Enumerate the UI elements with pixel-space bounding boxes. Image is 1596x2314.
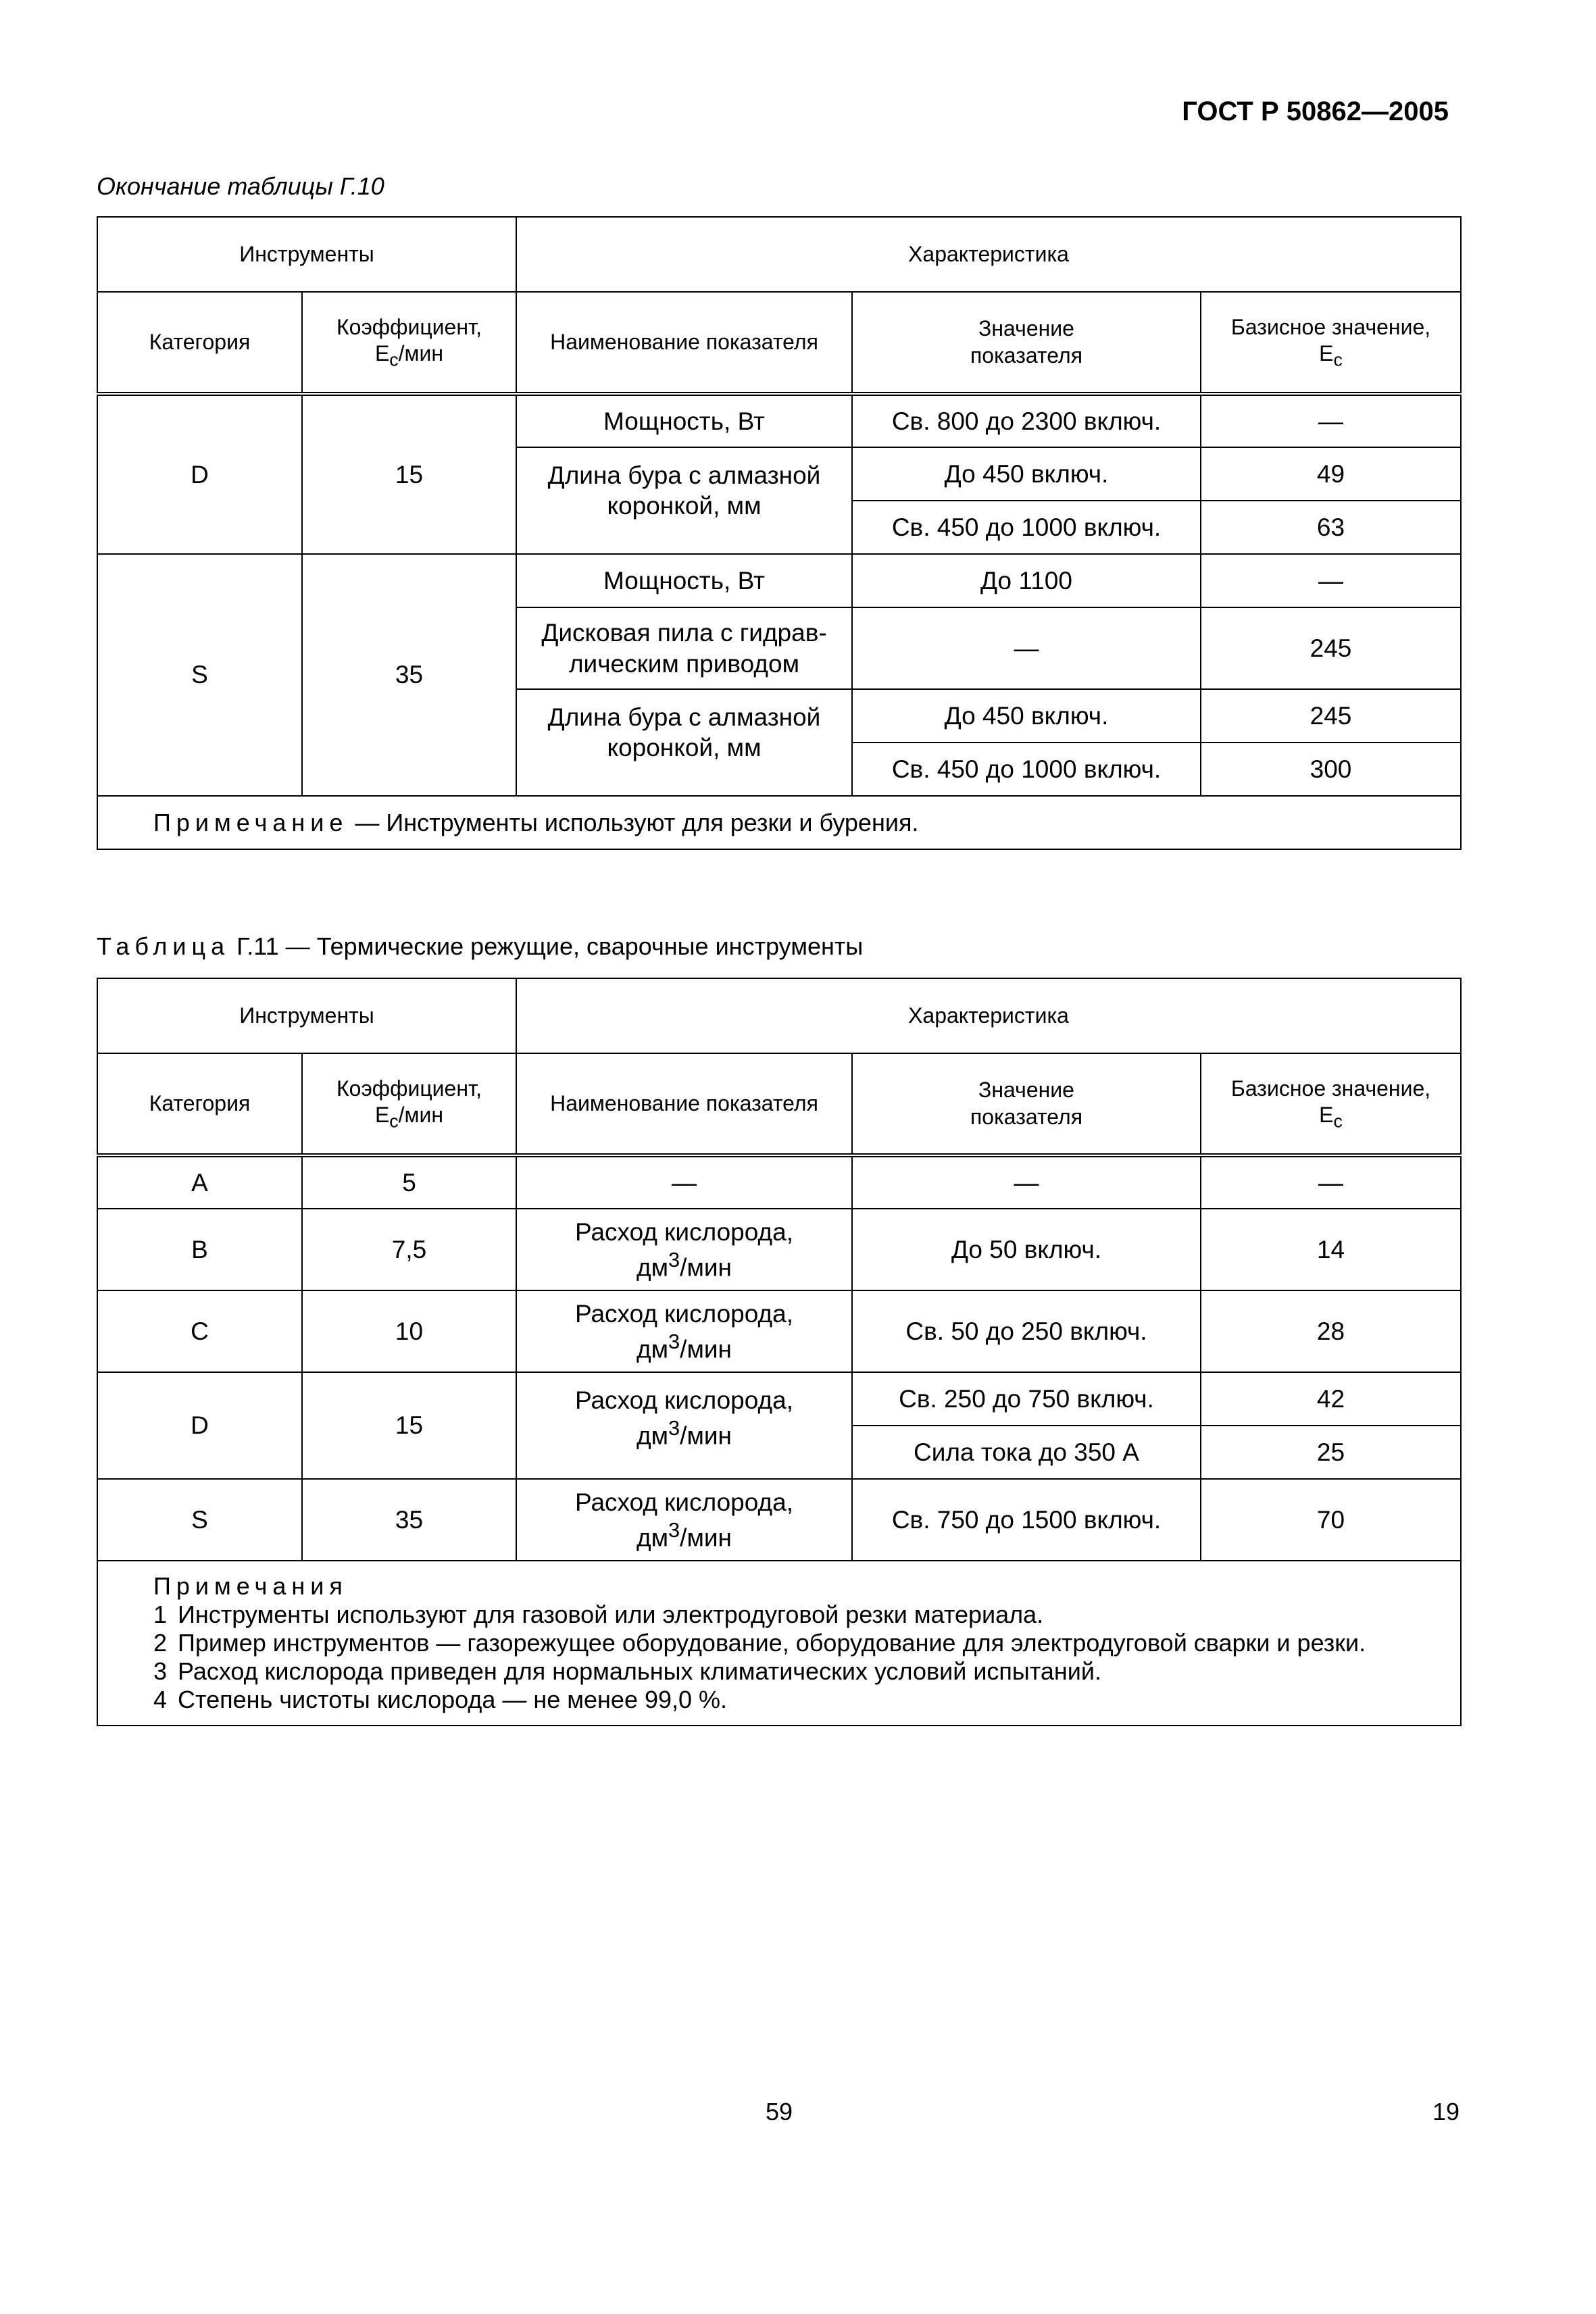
notes-list bbox=[153, 1601, 1453, 1714]
coefficient-cell: 35 bbox=[302, 554, 516, 796]
indicator-name-cell: Расход кислорода, $дм^3$/мин bbox=[516, 1290, 852, 1372]
header-instruments: Инструменты bbox=[97, 217, 516, 292]
table-row bbox=[97, 394, 1461, 447]
base-value-cell: 245 bbox=[1201, 607, 1461, 689]
indicator-value-cell: — bbox=[852, 1155, 1201, 1209]
sheet-number: 19 bbox=[1432, 2098, 1460, 2126]
category-cell: S bbox=[97, 554, 302, 796]
header-base-value: Базисное значение, $E_c$ bbox=[1201, 1053, 1461, 1155]
header-characteristic: Характеристика bbox=[516, 217, 1461, 292]
header-indicator-value: Значение показателя bbox=[852, 292, 1201, 394]
indicator-name-cell: Мощность, Вт bbox=[516, 554, 852, 607]
notes-label: Примечания bbox=[153, 1571, 348, 1600]
header-indicator-name: Наименование показателя bbox=[516, 292, 852, 394]
indicator-name-cell: Расход кислорода, $дм^3$/мин bbox=[516, 1479, 852, 1561]
base-value-cell: — bbox=[1201, 554, 1461, 607]
coefficient-cell: 15 bbox=[302, 394, 516, 554]
note-item: 3 Расход кислорода приведен для нормальных климатических условий испытаний. bbox=[153, 1657, 1101, 1686]
header-coefficient: Коэффициент, $E_c$/мин bbox=[302, 1053, 516, 1155]
header-coefficient: Коэффициент, $E_c$/мин bbox=[302, 292, 516, 394]
coefficient-cell: 5 bbox=[302, 1155, 516, 1209]
indicator-value-cell: До 50 включ. bbox=[852, 1209, 1201, 1290]
base-value-cell: 14 bbox=[1201, 1209, 1461, 1290]
note-item: 2 Пример инструментов — газорежущее оборудование, оборудование для электродуговой сварки и резки. bbox=[153, 1628, 1366, 1657]
table-notes bbox=[97, 1561, 1461, 1726]
category-cell: D bbox=[97, 394, 302, 554]
indicator-name-cell: — bbox=[516, 1155, 852, 1209]
base-value-cell: — bbox=[1201, 1155, 1461, 1209]
indicator-name-cell: Дисковая пила с гидрав- лическим приводом bbox=[516, 607, 852, 689]
coefficient-cell: 10 bbox=[302, 1290, 516, 1372]
base-value-cell: 245 bbox=[1201, 689, 1461, 743]
indicator-name-cell: Длина бура с алмазной коронкой, мм bbox=[516, 689, 852, 796]
coefficient-cell: 7,5 bbox=[302, 1209, 516, 1290]
coefficient-cell: 35 bbox=[302, 1479, 516, 1561]
table-row bbox=[97, 1479, 1461, 1561]
indicator-value-cell: Св. 750 до 1500 включ. bbox=[852, 1479, 1201, 1561]
base-value-cell: 300 bbox=[1201, 743, 1461, 796]
indicator-value-cell: Сила тока до 350 А bbox=[852, 1426, 1201, 1479]
table-note-row bbox=[97, 796, 1461, 849]
header-instruments: Инструменты bbox=[97, 978, 516, 1053]
indicator-name-cell: Мощность, Вт bbox=[516, 394, 852, 447]
table-note-row bbox=[97, 1561, 1461, 1726]
indicator-value-cell: До 450 включ. bbox=[852, 447, 1201, 501]
indicator-value-cell: До 1100 bbox=[852, 554, 1201, 607]
indicator-value-cell: До 450 включ. bbox=[852, 689, 1201, 743]
indicator-value-cell: Св. 450 до 1000 включ. bbox=[852, 501, 1201, 554]
note-label: Примечание bbox=[153, 808, 349, 836]
base-value-cell: 25 bbox=[1201, 1426, 1461, 1479]
table-g10 bbox=[97, 216, 1462, 850]
table-subheader-row bbox=[97, 292, 1461, 394]
table-row bbox=[97, 1372, 1461, 1426]
note-item: 1 Инструменты используют для газовой или электродуговой резки материала. bbox=[153, 1600, 1044, 1628]
table-g11 bbox=[97, 978, 1462, 1726]
table-header-row bbox=[97, 978, 1461, 1053]
header-category: Категория bbox=[97, 292, 302, 394]
base-value-cell: 63 bbox=[1201, 501, 1461, 554]
header-category: Категория bbox=[97, 1053, 302, 1155]
indicator-value-cell: Св. 800 до 2300 включ. bbox=[852, 394, 1201, 447]
indicator-name-cell: Расход кислорода, $дм^3$/мин bbox=[516, 1372, 852, 1479]
table-header-row bbox=[97, 217, 1461, 292]
base-value-cell: 42 bbox=[1201, 1372, 1461, 1426]
table-row bbox=[97, 1290, 1461, 1372]
indicator-value-cell: Св. 250 до 750 включ. bbox=[852, 1372, 1201, 1426]
category-cell: B bbox=[97, 1209, 302, 1290]
base-value-cell: 70 bbox=[1201, 1479, 1461, 1561]
header-indicator-name: Наименование показателя bbox=[516, 1053, 852, 1155]
indicator-name-cell: Длина бура с алмазной коронкой, мм bbox=[516, 447, 852, 554]
table-row bbox=[97, 1209, 1461, 1290]
base-value-cell: 28 bbox=[1201, 1290, 1461, 1372]
header-base-value: Базисное значение, $E_c$ bbox=[1201, 292, 1461, 394]
category-cell: C bbox=[97, 1290, 302, 1372]
header-indicator-value: Значение показателя bbox=[852, 1053, 1201, 1155]
base-value-cell: — bbox=[1201, 394, 1461, 447]
table-row bbox=[97, 554, 1461, 607]
note-item: 4 Степень чистоты кислорода — не менее 99,0 %. bbox=[153, 1686, 728, 1714]
indicator-value-cell: — bbox=[852, 607, 1201, 689]
base-value-cell: 49 bbox=[1201, 447, 1461, 501]
document-id: ГОСТ Р 50862—2005 bbox=[1182, 97, 1449, 126]
indicator-name-cell: Расход кислорода, $дм^3$/мин bbox=[516, 1209, 852, 1290]
table-note bbox=[97, 796, 1461, 849]
page-number: 59 bbox=[766, 2098, 793, 2126]
indicator-value-cell: Св. 450 до 1000 включ. bbox=[852, 743, 1201, 796]
table-subheader-row bbox=[97, 1053, 1461, 1155]
category-cell: S bbox=[97, 1479, 302, 1561]
table-11-caption: Таблица Г.11 — Термические режущие, сварочные инструменты bbox=[97, 932, 864, 960]
category-cell: D bbox=[97, 1372, 302, 1479]
header-characteristic: Характеристика bbox=[516, 978, 1461, 1053]
category-cell: A bbox=[97, 1155, 302, 1209]
indicator-value-cell: Св. 50 до 250 включ. bbox=[852, 1290, 1201, 1372]
table-10-caption: Окончание таблицы Г.10 bbox=[97, 172, 384, 200]
coefficient-cell: 15 bbox=[302, 1372, 516, 1479]
note-text: — Инструменты используют для резки и бурения. bbox=[348, 808, 919, 836]
table-row bbox=[97, 1155, 1461, 1209]
